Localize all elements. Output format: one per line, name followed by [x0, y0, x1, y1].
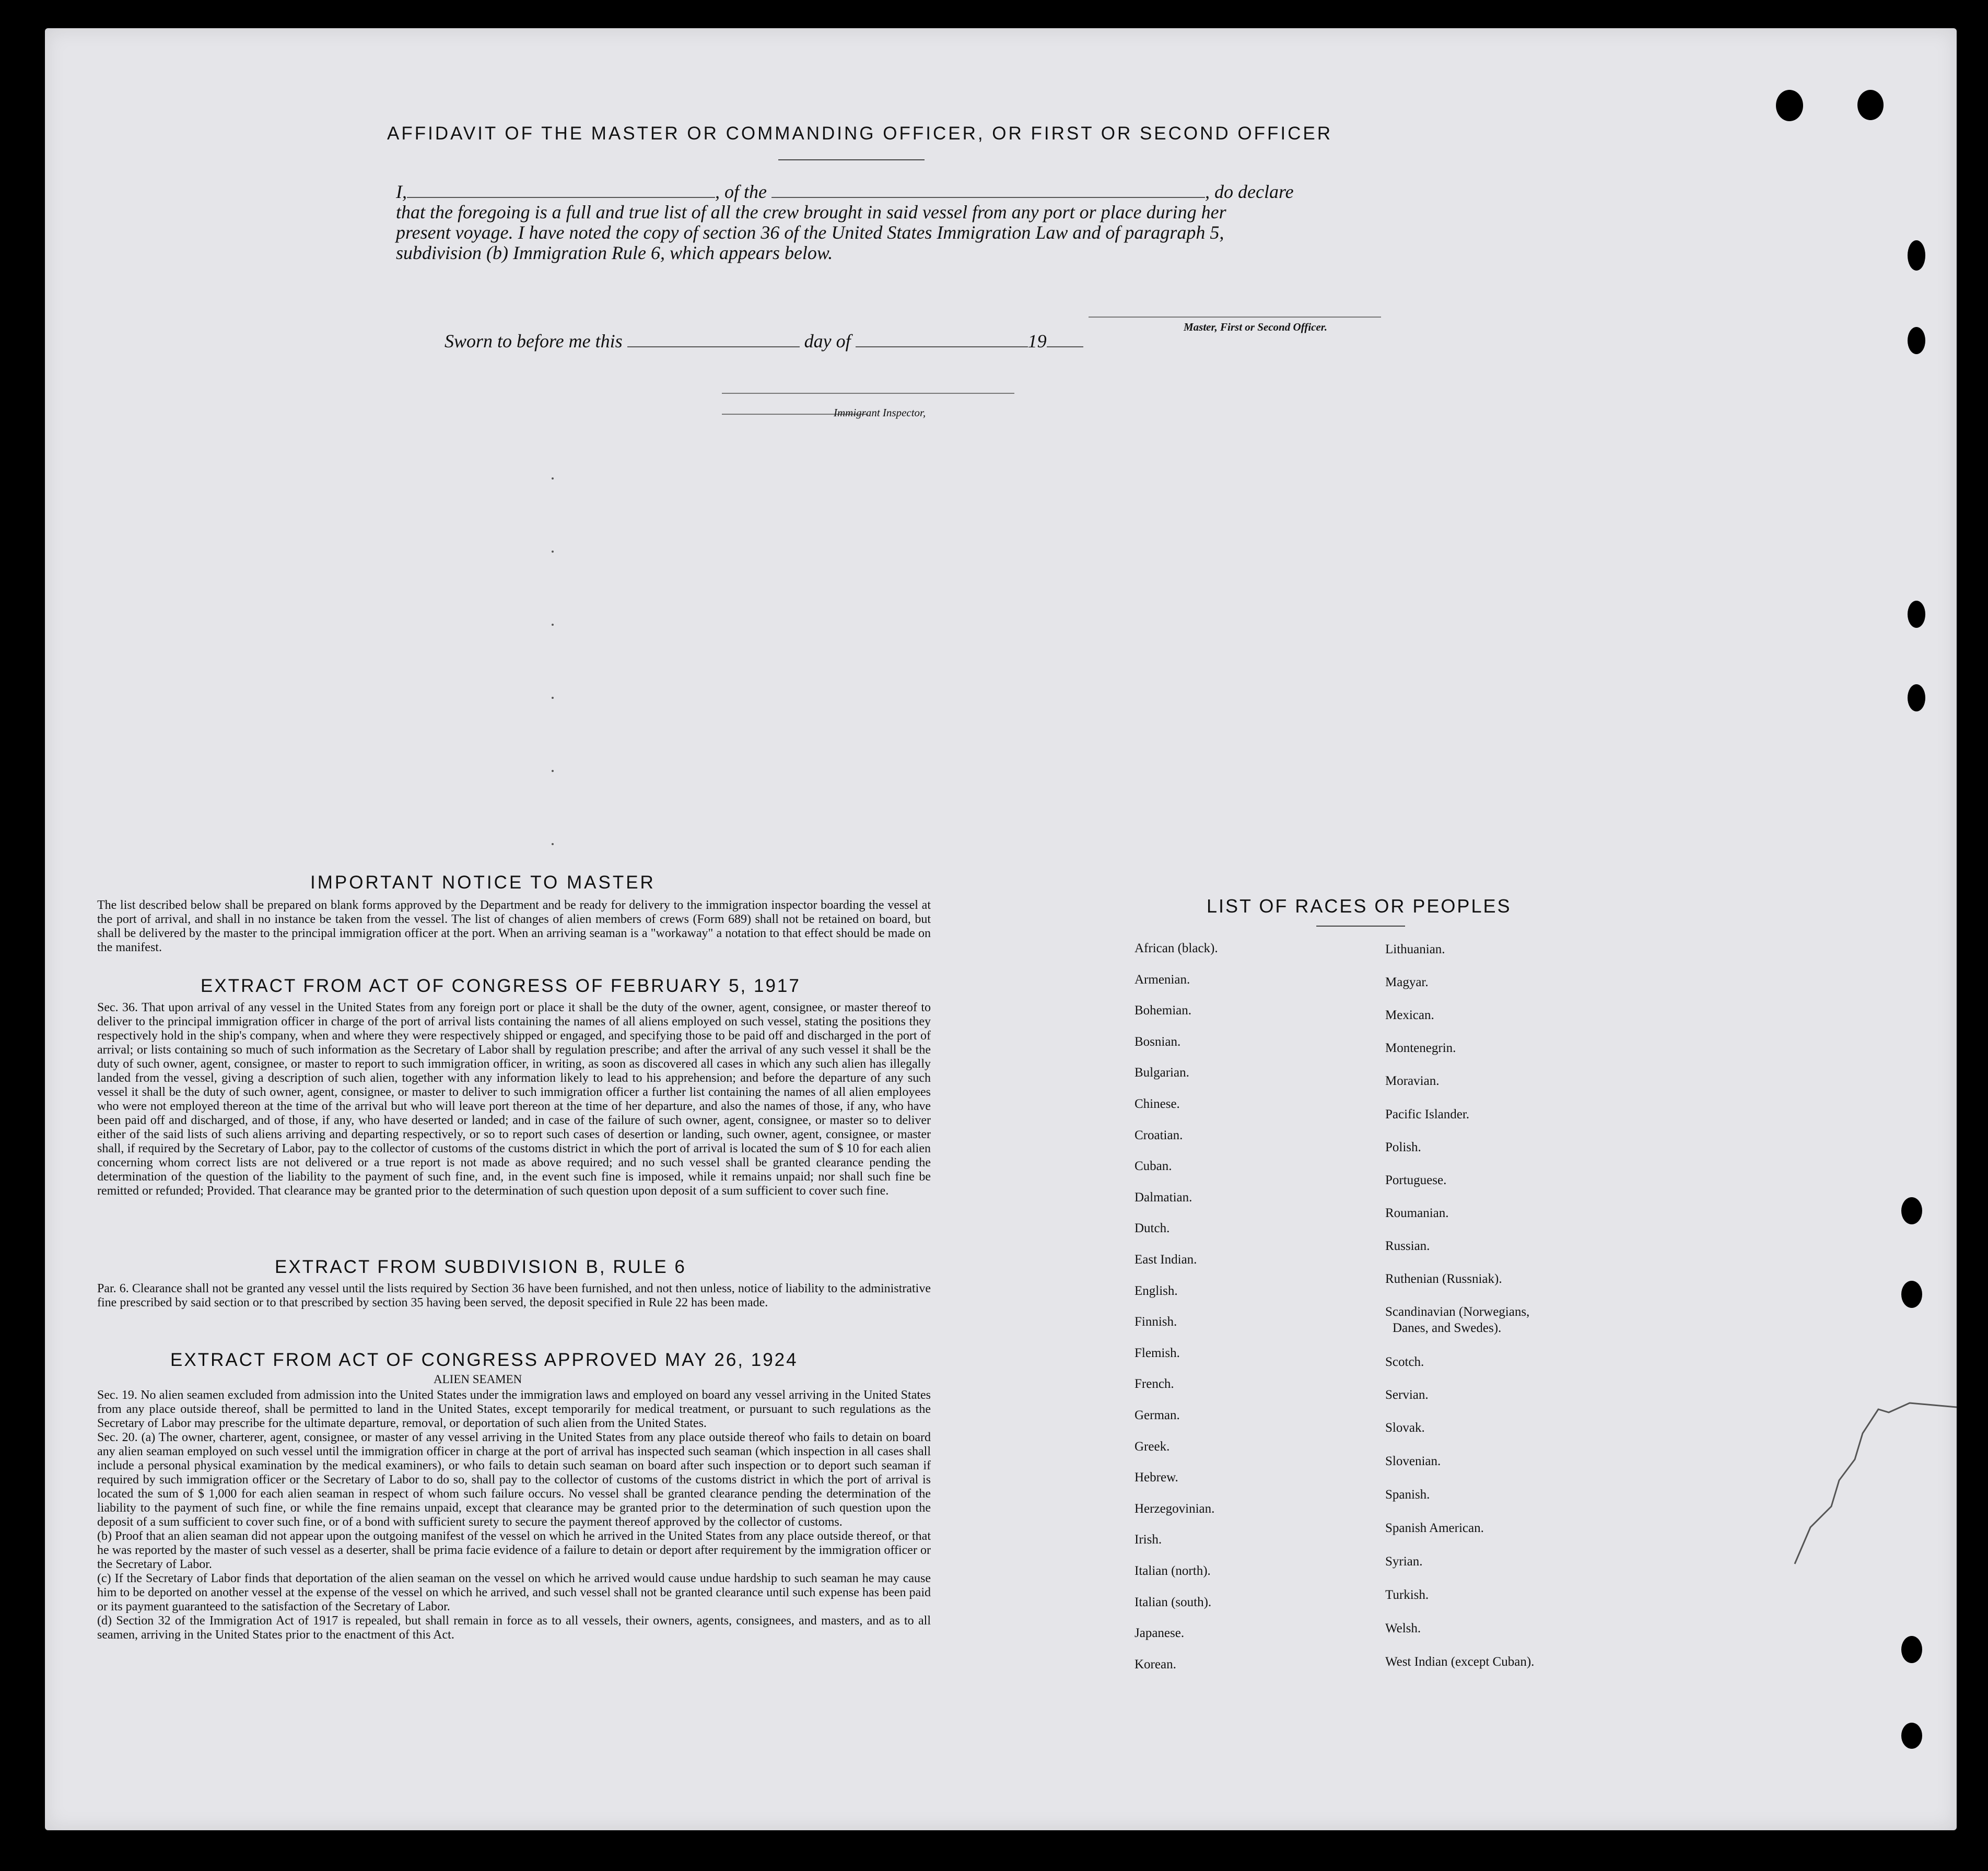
race-item: Hebrew.: [1135, 1470, 1178, 1484]
punch-hole: [1908, 601, 1925, 628]
races-underline: [1316, 926, 1405, 927]
race-item: Syrian.: [1385, 1554, 1423, 1569]
race-item: Bosnian.: [1135, 1035, 1181, 1049]
sec-20-d: (d) Section 32 of the Immigration Act of 1917 is repealed, but shall remain in force as to all vessels, their owners, agents, consignees, and masters, and as to all seamen, arriving in the United States prior to the enactment of this Act.: [97, 1614, 931, 1642]
race-item: Japanese.: [1135, 1626, 1185, 1640]
race-item: Turkish.: [1385, 1588, 1429, 1602]
extract-1917-body: Sec. 36. That upon arrival of any vessel in the United States from any foreign port or place it shall be the duty of the owner, agent, consignee, or master thereof to deliver to the principal immigration officer in charge of the port of arrival lists containing the names of all aliens employed on such vessel, stating the positions they respectively hold in the ship's company, when and where they were respectively shipped or engaged, and specifying those to be paid off and discharged in the port of arrival; or lists containing so much of such information as the Secretary of Labor shall by regulation prescribe; and after the arrival of any such vessel it shall be the duty of such owner, agent, consignee, or master to report to such immigration officer, in writing, as soon as discovered all cases in which any such alien has illegally landed from the vessel, giving a description of such alien, together with any information likely to lead to his apprehension; and before the departure of any such vessel it shall be the duty of such owner, agent, consignee, or master to deliver to such immigration officer a further list containing the names of all alien employees who were not employed thereon at the time of the arrival but who will leave port thereon at the time of her departure, and also the names of those, if any, who have been paid off and discharged, and of those, if any, who have deserted or landed; and in case of the failure of such owner, agent, consignee, or master so to deliver either of the said lists of such aliens arriving and departing respectively, or so to report such cases of desertion or landing, such owner, agent, consignee, or master shall, if required by the Secretary of Labor, pay to the collector of customs of the customs district in which the port of arrival is located the sum of $ 10 for each alien concerning whom correct lists are not delivered or a true report is not made as above required; and no such vessel shall be granted clearance pending the determination of the question of the liability to the payment of such fine, and, in the event such fine is imposed, while it remains unpaid; nor shall such fine be remitted or refunded; Provided. That clearance may be granted prior to the determination of such question upon deposit of a sum sufficient to cover such fine.: [97, 1001, 931, 1198]
race-item: Dalmatian.: [1135, 1190, 1192, 1205]
declaration-line-3: present voyage. I have noted the copy of section 36 of the United States Immigration Law and of paragraph 5,: [396, 222, 1224, 243]
race-item: Danes, and Swedes).: [1393, 1321, 1502, 1335]
race-item: Magyar.: [1385, 975, 1429, 989]
punch-hole: [1901, 1281, 1922, 1308]
sworn-day-blank[interactable]: [627, 341, 800, 347]
inspector-line[interactable]: [722, 393, 1014, 394]
race-item: Croatian.: [1135, 1128, 1183, 1142]
vessel-blank[interactable]: [771, 192, 1205, 198]
declaration-do-declare: , do declare: [1205, 181, 1294, 202]
declaration-line-4: subdivision (b) Immigration Rule 6, which appears below.: [396, 242, 833, 263]
extract-1917-title: EXTRACT FROM ACT OF CONGRESS OF FEBRUARY 5, 1917: [201, 976, 801, 996]
extract-1924-title: EXTRACT FROM ACT OF CONGRESS APPROVED MAY 26, 1924: [170, 1350, 798, 1370]
affidavit-title: AFFIDAVIT OF THE MASTER OR COMMANDING OFFICER, OR FIRST OR SECOND OFFICER: [387, 123, 1333, 144]
race-item: Slovak.: [1385, 1421, 1425, 1435]
declaration-of-the: , of the: [715, 181, 767, 202]
race-item: African (black).: [1135, 941, 1218, 955]
race-item: French.: [1135, 1377, 1174, 1391]
race-item: Servian.: [1385, 1388, 1429, 1402]
sworn-line: [445, 330, 1083, 352]
race-item: Dutch.: [1135, 1221, 1170, 1235]
race-item: Spanish American.: [1385, 1521, 1484, 1535]
race-item: German.: [1135, 1408, 1180, 1422]
form-page: [45, 28, 1957, 1830]
signature-line[interactable]: [1089, 317, 1381, 318]
race-item: West Indian (except Cuban).: [1385, 1655, 1535, 1669]
punch-hole: [1857, 90, 1884, 120]
race-item: East Indian.: [1135, 1253, 1197, 1267]
extract-1924-body: [97, 1388, 931, 1642]
punch-hole: [1901, 1636, 1922, 1663]
race-item: Greek.: [1135, 1440, 1170, 1454]
race-item: Polish.: [1385, 1140, 1421, 1154]
race-item: Moravian.: [1385, 1074, 1440, 1088]
title-underline: [778, 159, 925, 160]
race-item: Cuban.: [1135, 1159, 1172, 1173]
declaration-block: [396, 182, 1420, 263]
race-item: Scandinavian (Norwegians,: [1385, 1305, 1530, 1319]
race-item: Mexican.: [1385, 1008, 1434, 1022]
year-blank[interactable]: [1047, 341, 1083, 347]
sec-20-c: (c) If the Secretary of Labor finds that deportation of the alien seaman on the vessel on which he arrived would cause undue hardship to such seaman he may cause him to be deported on another vessel at the expense of the vessel on which he arrived, and such vessel shall not be granted clearance until such expense has been paid or its payment guaranteed to the satisfaction of the Secretary of Labor.: [97, 1572, 931, 1613]
race-item: Slovenian.: [1385, 1454, 1441, 1468]
race-item: Italian (south).: [1135, 1595, 1212, 1609]
race-item: Bohemian.: [1135, 1003, 1192, 1018]
race-item: Irish.: [1135, 1533, 1162, 1547]
name-blank[interactable]: [407, 192, 715, 198]
race-item: Lithuanian.: [1385, 942, 1445, 956]
punch-hole: [1908, 240, 1925, 271]
race-item: Flemish.: [1135, 1346, 1180, 1360]
race-item: Scotch.: [1385, 1355, 1424, 1369]
day-of-text: day of: [804, 331, 851, 352]
race-item: Finnish.: [1135, 1315, 1177, 1329]
race-item: Italian (north).: [1135, 1564, 1211, 1578]
declaration-i: I,: [396, 181, 407, 202]
notice-body: The list described below shall be prepared on blank forms approved by the Department and be ready for delivery to the immigration inspector boarding the vessel at the port of arrival, and shall in no instance be taken from the vessel. The list of changes of alien members of crews (Form 689) shall not be retained on board, but shall be delivered by the master to the principal immigration officer at the port. When an arriving seaman is a "workaway" a notation to that effect should be made on the manifest.: [97, 898, 931, 954]
sec-20-b: (b) Proof that an alien seaman did not appear upon the outgoing manifest of the vessel on which he arrived in the United States from any place outside thereof, or that he was reported by the master of such vessel as a deserter, shall be prima facie evidence of a failure to detain or deport after requirement by the immigration officer or the Secretary of Labor.: [97, 1529, 931, 1571]
notice-title: IMPORTANT NOTICE TO MASTER: [310, 872, 656, 893]
race-item: Armenian.: [1135, 973, 1190, 987]
year-prefix: 19: [1027, 331, 1047, 352]
torn-edge: [1706, 1376, 1957, 1574]
punch-hole: [1901, 1197, 1922, 1224]
race-item: English.: [1135, 1284, 1178, 1298]
race-item: Pacific Islander.: [1385, 1107, 1470, 1121]
race-item: Herzegovinian.: [1135, 1502, 1215, 1516]
sec-19: Sec. 19. No alien seamen excluded from admission into the United States under the immigration laws and employed on board any vessel arriving in the United States from any place outside thereof, shall be permitted to land in the United States, except temporarily for medical treatment, or pursuant to such regulations as the Secretary of Labor may prescribe for the ultimate departure, removal, or deportation of such alien from the United States.: [97, 1388, 931, 1430]
declaration-line-2: that the foregoing is a full and true list of all the crew brought in said vessel from any port or place during her: [396, 202, 1226, 223]
inspector-label: Immigrant Inspector,: [834, 406, 926, 419]
race-item: Welsh.: [1385, 1621, 1421, 1635]
races-title: LIST OF RACES OR PEOPLES: [1207, 895, 1512, 917]
punch-hole: [1776, 90, 1803, 121]
race-item: Spanish.: [1385, 1488, 1430, 1502]
extract-1924-subtitle: ALIEN SEAMEN: [434, 1373, 522, 1386]
race-item: Russian.: [1385, 1239, 1430, 1253]
race-item: Roumanian.: [1385, 1206, 1449, 1220]
signature-label: Master, First or Second Officer.: [1184, 321, 1327, 333]
sworn-month-blank[interactable]: [856, 341, 1028, 347]
sec-20-a: Sec. 20. (a) The owner, charterer, agent, consignee, or master of any vessel arriving in the United States from any place outside thereof who fails to detain on board any alien seaman employed on such vessel until the immigration officer in charge at the port of arrival has inspected such seaman (which inspection in all cases shall include a personal physical examination by the medical examiners), or who fails to detain such seaman on board after such inspection or to deport such seaman if required by such immigration officer or the Secretary of Labor to do so, shall pay to the collector of customs of the customs district in which the port of arrival is located the sum of $ 1,000 for each alien seaman in respect of whom such failure occurs. No vessel shall be granted clearance pending the determination of the liability to the payment of such fine, or while the fine remains unpaid, except that clearance may be granted prior to the determination of such question upon the deposit of a sum sufficient to cover such fine, or of a bond with sufficient surety to secure the payment thereof approved by the collector of customs.: [97, 1431, 931, 1529]
race-item: Montenegrin.: [1385, 1041, 1456, 1055]
sworn-text: Sworn to before me this: [445, 331, 623, 352]
punch-hole: [1901, 1723, 1922, 1749]
race-item: Portuguese.: [1385, 1173, 1447, 1187]
punch-hole: [1908, 327, 1925, 354]
subdivision-body: Par. 6. Clearance shall not be granted any vessel until the lists required by Section 36 have been furnished, and not then unless, notice of liability to the administrative fine prescribed by said section or to that prescribed by section 35 having been served, the deposit specified in Rule 22 has been made.: [97, 1282, 931, 1309]
race-item: Ruthenian (Russniak).: [1385, 1272, 1502, 1286]
race-item: Bulgarian.: [1135, 1066, 1189, 1080]
race-item: Korean.: [1135, 1657, 1176, 1671]
subdivision-title: EXTRACT FROM SUBDIVISION B, RULE 6: [275, 1257, 686, 1277]
punch-hole: [1908, 684, 1925, 711]
race-item: Chinese.: [1135, 1097, 1180, 1111]
